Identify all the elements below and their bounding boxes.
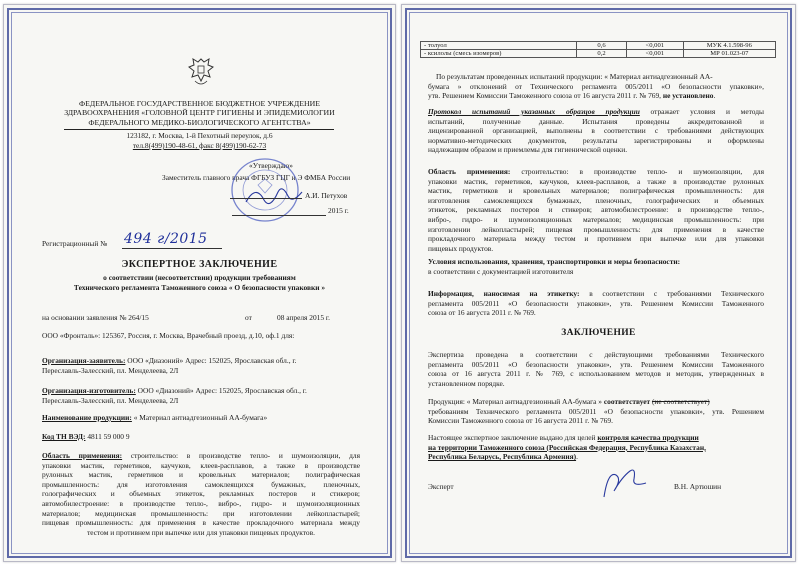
applicant-block [42,356,296,366]
results-verdict: не установлено [662,91,714,101]
org-line-2: ЗДРАВООХРАНЕНИЯ «ГОЛОВНОЙ ЦЕНТР ГИГИЕНЫ И ЭПИДЕМИОЛОГИИ [64,108,335,118]
protocol-line-1: отражает условия и методы [650,107,764,116]
org-line-1: ФЕДЕРАЛЬНОЕ ГОСУДАРСТВЕННОЕ БЮДЖЕТНОЕ УЧРЕЖДЕНИЕ [79,99,320,108]
conditions-block [428,257,680,276]
basis-application: на основании заявления № 264/15 [42,313,149,322]
date-line [232,215,326,216]
subtitle-2: Технического регламента Таможенного союза « О безопасности упаковки » [73,283,326,292]
protocol-line-4: нормативно-методических документов, результаты зарегистрированы и оформлены [428,135,764,145]
reg-line [122,248,222,249]
label-info-block [428,289,764,318]
expert-signature-icon [600,467,650,503]
label-info-line-2: регламента 005/2011 «О безопасности упаковки», утв. Решением Комиссии Таможенного [428,298,764,308]
area-right-line-1: строительство: в производстве тепло- и шумоизоляции, для [521,167,764,176]
coat-of-arms-icon [187,55,215,89]
area-line-8: пищевая промышленность: для применения в качестве прокладочного материала между [42,518,360,528]
area-right-line-5: этикеток, рекламных постеров и стикеров; автомобилестроение: в производстве тепло-, [428,205,764,215]
area-label-right: Область применения: [428,167,511,176]
approval-year: 2015 г. [328,206,349,215]
org-phone: тел.8(499)190-48-61, факс 8(499)190-62-73 [132,141,267,150]
conclusion-1-line-2: регламента 005/2011 «О безопасности упаковки», утв. Решением Комиссии Таможенного [428,359,764,369]
area-right-line-2: упаковки мастик, герметиков, каучуков, клеев-расплавов, а также в производстве рулонных [428,176,764,186]
signer-name: А.И. Петухов [305,191,348,200]
application-area [42,451,360,537]
label-info-label: Информация, наносимая на этикетку: [428,289,580,298]
conclusion-2-struck: (не соответствует) [651,397,710,406]
organization-header [4,99,395,127]
area-right-line-6: вибро-, гидро- и шумоизоляционных материалов; медицинская промышленность: при [428,214,764,224]
label-info-line-1: в соответствии с требованиями Технического [589,289,764,298]
conclusion-3-purpose: контроля качества продукции [597,433,699,442]
maker-block [42,386,307,396]
results-table [420,41,776,58]
table-cell: 0,6 [577,42,627,50]
protocol-label: Протокол испытаний указанных образцов продукции [428,107,640,116]
code-value: 4811 59 000 9 [87,432,130,441]
expert-label: Эксперт [428,482,454,491]
reg-label: Регистрационный № [42,239,108,248]
area-right-line-4: изготовления самоклеящихся бумажных, пленочных, голографических и объемных [428,195,764,205]
product-value: « Материал антиадгезионный АА-бумага» [133,413,268,422]
table-cell: - толуол [421,42,577,50]
requester-line: ООО «Фронталь»: 125367, Россия, г. Москва, Врачебный проезд, д.10, оф.1 для: [42,331,295,340]
conclusion-paragraph-2 [428,397,764,426]
area-right-line-3: мастик, герметиков и кровельных материалов; полиграфическая промышленность: для [428,186,764,196]
document-page-right [401,4,796,562]
area-line-7: материалов; медицинская промышленность: при изготовлении лейкопластырей; [42,508,360,518]
results-line-2: бумага » отклонений от Технического регламента 005/2011 «О безопасности упаковки», [428,81,764,91]
area-label: Область применения: [42,451,123,460]
org-address: 123182, г. Москва, 1-й Пехотный переулок, д.6 [126,131,273,140]
conclusion-3-line-1: Настоящее экспертное заключение выдано для целей [428,433,596,442]
area-right-line-7: изготовлении лейкопластырей; пищевая промышленность: для применения в качестве [428,224,764,234]
table-cell: МР 01.023-07 [683,50,775,58]
header-divider [64,129,334,130]
results-line-1: По результатам проведенных испытаний продукции: « Материал антиадгезионный АА- [436,72,713,81]
conclusion-title: ЗАКЛЮЧЕНИЕ [561,328,636,338]
conclusion-2-line-3: Комиссии Таможенного союза от 16 августа 2011 г. № 769. [428,416,613,426]
table-cell: МУК 4.1.598-96 [683,42,775,50]
results-paragraph: По результатам проведенных испытаний продукции: « Материал антиадгезионный АА- бумага » отклонений от Технического регламента 005/2011 «О безопасности упаковки», утв. Решением Комиссии Таможенного союза от 16 августа 2011 г. № 769, не установлено. [428,72,764,101]
document-title: ЭКСПЕРТНОЕ ЗАКЛЮЧЕНИЕ [121,259,278,270]
approve-label: «Утверждаю» [249,161,293,170]
results-line-3: утв. Решением Комиссии Таможенного союза от 16 августа 2011 г. № 769, [428,91,662,101]
protocol-line-3: лицензированной организацией, выполнены в соответствии с требованиями действующих [428,126,764,136]
reg-number: 494 г/2015 [124,231,208,247]
conclusion-2-verdict: соответствует [603,397,651,406]
table-cell: <0,001 [626,50,683,58]
maker-value: ООО «Диазоний» Адрес: 152025, Ярославская обл., г. [137,386,307,395]
conclusion-2-line-1: Продукция: « Материал антиадгезионный АА-бумага » [428,397,603,406]
table-cell: 0,2 [577,50,627,58]
conclusion-1-line-1: Экспертиза проведена в соответствии с действующими требованиями Технического [428,350,764,359]
area-line-9: тестом и противнем при выпечке или для упаковки пищевых продуктов. [87,527,315,537]
product-label: Наименование продукции: [42,413,132,422]
protocol-line-2: испытаний, полученные данные. Испытания проведены аккредитованной и [428,116,764,126]
deputy-title: Заместитель главного врача ФГБУЗ ГЦГ и Э ФМБА России [162,173,351,182]
conclusion-1-line-3: союза от 16 августа 2011 г. № 769, с использованием методов и методик, утвержденных в [428,369,764,379]
area-line-6: автомобилестроение: в производстве тепло-, вибро-, гидро- и шумоизоляционных [42,498,360,508]
conclusion-1-line-4: установленном порядке. [428,378,505,388]
maker-label: Организация-изготовитель: [42,386,136,395]
conclusion-paragraph-1 [428,350,764,388]
product-block [42,413,267,423]
label-info-line-3: союза от 16 августа 2011 г. № 769. [428,308,536,318]
protocol-paragraph [428,107,764,155]
conditions-value: в соответствии с документацией изготовителя [428,266,574,276]
signature-line [230,198,302,199]
signature-icon [244,180,304,210]
protocol-line-5: надлежащим образом и приемлемы для гигиенической оценки. [428,145,628,155]
code-block [42,432,130,442]
area-line-1: строительство: в производстве тепло- и шумоизоляции, для [130,451,360,460]
application-area-right [428,167,764,253]
area-right-line-9: пищевых продуктов. [428,243,494,253]
area-line-3: рулонных мастик, герметиков и кровельных материалов; полиграфическая [42,470,360,480]
table-cell: - ксилолы (смесь изомеров) [421,50,577,58]
expert-name: В.Н. Артюшин [674,482,722,491]
area-right-line-8: прокладочного материала между тестом и противнем при выпечке или для упаковки [428,234,764,244]
conclusion-paragraph-3: Настоящее экспертное заключение выдано для целей контроля качества продукции на территории Таможенного союза (Российская Федерация, Республика Казахстан, Республика Беларусь, Республика Армения). [428,433,764,462]
area-line-4: промышленность: для изготовления самоклеящихся бумажных, пленочных, [42,479,360,489]
code-label: Код ТН ВЭД: [42,432,86,441]
basis-date: 08 апреля 2015 г. [277,313,330,322]
table-row [421,50,776,58]
org-line-3: ФЕДЕРАЛЬНОГО МЕДИКО-БИОЛОГИЧЕСКОГО АГЕНТСТВА» [88,117,311,127]
maker-value-2: Переславль-Залесский, пл. Менделеева, 2Л [42,396,179,405]
subtitle-1: о соответствии (несоответствии) продукции требованиям [103,273,296,282]
applicant-label: Организация-заявитель: [42,356,126,365]
document-page-left [3,4,396,562]
area-line-5: голографических и объемных этикеток, рекламных постеров и стикеров; [42,489,360,499]
area-line-2: упаковки мастик, герметиков, каучуков, клеев-расплавов, а также в производстве [42,460,360,470]
conclusion-3-countries: Республика Беларусь, Республика Армения) [428,452,577,462]
table-row [421,42,776,50]
conclusion-2-line-2: требованиям Технического регламента 005/2011 «О безопасности упаковки», утв. Решением [428,406,764,416]
table-cell: <0,001 [626,42,683,50]
applicant-value: ООО «Диазоний» Адрес: 152025, Ярославская обл., г. [127,356,297,365]
conclusion-3-territory: на территории Таможенного союза (Российская Федерация, Республика Казахстан, [428,442,706,452]
basis-from: от [245,313,252,322]
applicant-value-2: Переславль-Залесский, пл. Менделеева, 2Л [42,366,179,375]
conditions-label: Условия использования, хранения, транспортировки и меры безопасности: [428,257,681,266]
